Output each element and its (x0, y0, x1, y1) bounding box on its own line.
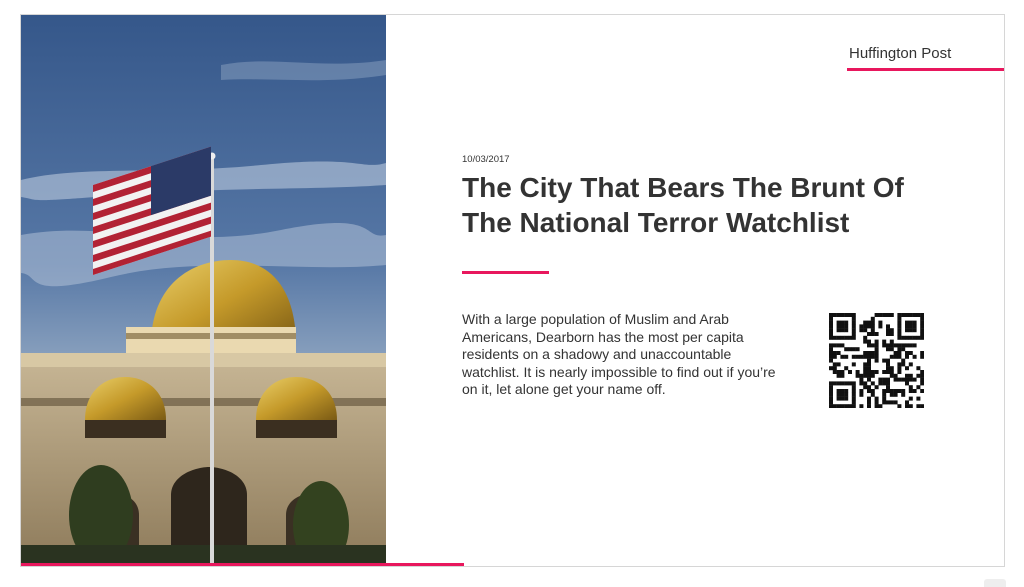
progress-fill (21, 563, 464, 566)
story-card[interactable] (20, 14, 1005, 567)
story-title[interactable]: The City That Bears The Brunt Of The National Terror Watchlist (462, 172, 904, 238)
story-photo (21, 15, 386, 567)
progress-bar (21, 563, 1005, 566)
story-summary: With a large population of Muslim and Arab Americans, Dearborn has the most per capita residents on a shadowy and unaccountable watchlist. It is nearly impossible to find out if you’re on it, let alone get your name off. (462, 311, 776, 397)
source-name: Huffington Post (849, 45, 952, 62)
source-label (847, 45, 1004, 71)
title-divider (462, 271, 549, 274)
corner-tab[interactable] (984, 579, 1006, 587)
qr-code-icon[interactable] (829, 313, 924, 408)
publish-date: 10/03/2017 (462, 154, 510, 165)
